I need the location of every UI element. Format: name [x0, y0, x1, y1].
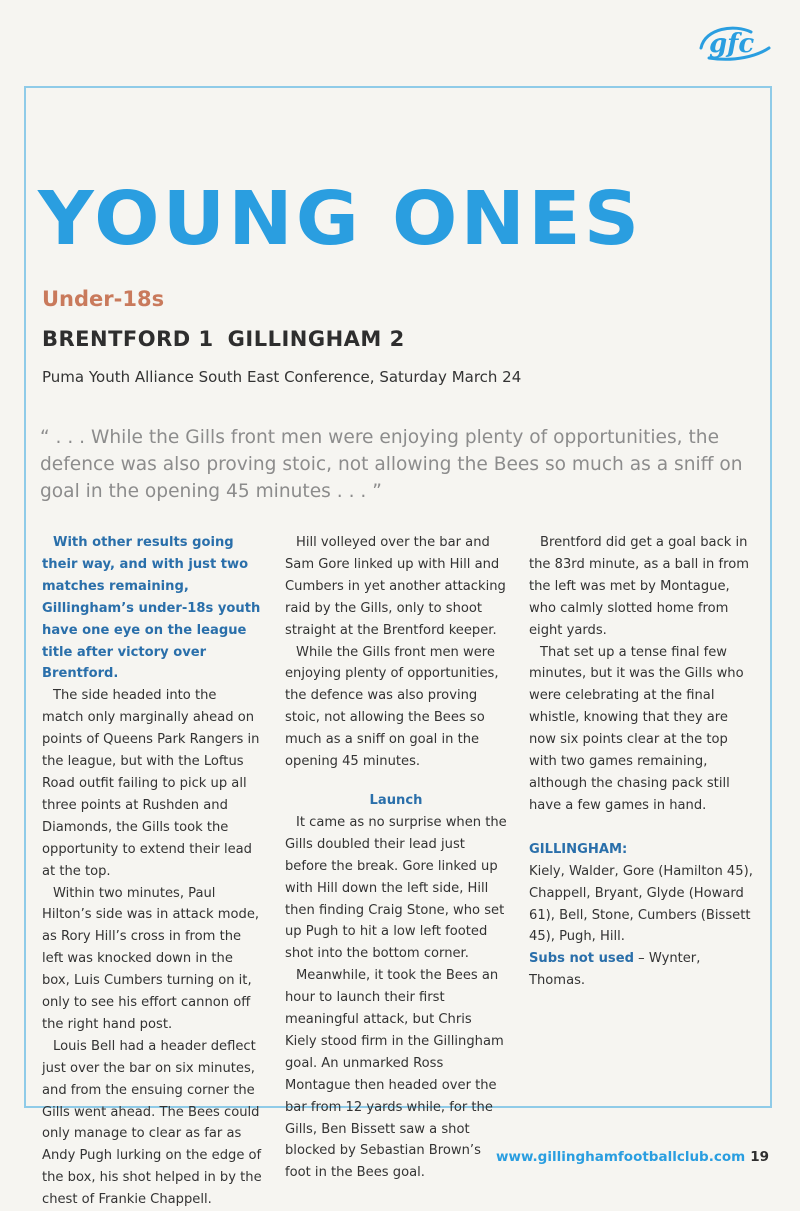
- article-paragraph: Meanwhile, it took the Bees an hour to launch their first meaningful attack, but Chris Kiely stood firm in the Gillingham goal. An unmarked Ross Montague then headed over the bar from 12 yards while, for the Gills, Ben Bissett saw a shot blocked by Sebastian Brown’s foot in the Bees goal.: [285, 968, 504, 1181]
- page-footer: [496, 1149, 769, 1165]
- subs-label: Subs not used: [529, 951, 634, 967]
- club-logo: [695, 18, 773, 66]
- section-subhead: Launch: [369, 792, 423, 808]
- headline: YOUNG ONES: [38, 176, 643, 262]
- article-paragraph: It came as no surprise when the Gills doubled their lead just before the break. Gore linked up with Hill down the left side, Hill then finding Craig Stone, who set up Pugh to hit a low left footed shot into the bottom corner.: [285, 814, 507, 962]
- article-column-3: [529, 532, 755, 992]
- home-score: BRENTFORD 1: [42, 327, 214, 351]
- article-paragraph: That set up a tense final few minutes, but it was the Gills who were celebrating at the final whistle, knowing that they are now six points clear at the top with two games remaining, although the chasing pack still have a few games in hand.: [529, 644, 744, 813]
- svg-text:gfc: gfc: [709, 29, 755, 59]
- away-score: GILLINGHAM 2: [227, 327, 405, 351]
- article-paragraph: Within two minutes, Paul Hilton’s side was in attack mode, as Rory Hill’s cross in from the left was knocked down in the box, Luis Cumbers turning on it, only to see his effort cannon off the right hand post.: [42, 885, 260, 1032]
- article-paragraph: Brentford did get a goal back in the 83rd minute, as a ball in from the left was met by Montague, who calmly slotted home from eight yards.: [529, 535, 749, 638]
- subs-list: – Wynter, Thomas.: [529, 951, 701, 989]
- article-lead: With other results going their way, and with just two matches remaining, Gillingham’s under-18s youth have one eye on the league title after victory over Brentford.: [42, 535, 261, 682]
- category-label: Under-18s: [42, 287, 165, 311]
- subs-line: [529, 948, 755, 992]
- pull-quote: “ . . . While the Gills front men were enjoying plenty of opportunities, the defence was also proving stoic, not allowing the Bees so much as a sniff on goal in the opening 45 minutes . . . ”: [40, 427, 743, 502]
- article-paragraph: While the Gills front men were enjoying plenty of opportunities, the defence was also proving stoic, not allowing the Bees so much as a sniff on goal in the opening 45 minutes.: [285, 644, 499, 770]
- article-column-1: [42, 532, 262, 1211]
- article-paragraph: Hill volleyed over the bar and Sam Gore linked up with Hill and Cumbers in yet another attacking raid by the Gills, only to shoot straight at the Brentford keeper.: [285, 535, 506, 638]
- page-number: 19: [750, 1149, 769, 1165]
- website-url: www.gillinghamfootballclub.com: [496, 1149, 746, 1165]
- article-paragraph: Louis Bell had a header deflect just over the bar on six minutes, and from the ensuing corner the Gills went ahead. The Bees could only manage to clear as far as Andy Pugh lurking on the edge of the box, his shot helped in by the chest of Frankie Chappell.: [42, 1038, 262, 1208]
- match-result: [42, 327, 419, 351]
- team-heading: GILLINGHAM:: [529, 841, 628, 857]
- article-paragraph: The side headed into the match only marginally ahead on points of Queens Park Rangers in the league, but with the Loftus Road outfit failing to pick up all three points at Rushden and Diamonds, the Gills took the opportunity to extend their lead at the top.: [42, 688, 260, 879]
- fixture-info: Puma Youth Alliance South East Conference, Saturday March 24: [42, 368, 522, 386]
- team-lineup: Kiely, Walder, Gore (Hamilton 45), Chappell, Bryant, Glyde (Howard 61), Bell, Stone, Cumbers (Bissett 45), Pugh, Hill.: [529, 863, 753, 945]
- article-column-2: [285, 532, 507, 1184]
